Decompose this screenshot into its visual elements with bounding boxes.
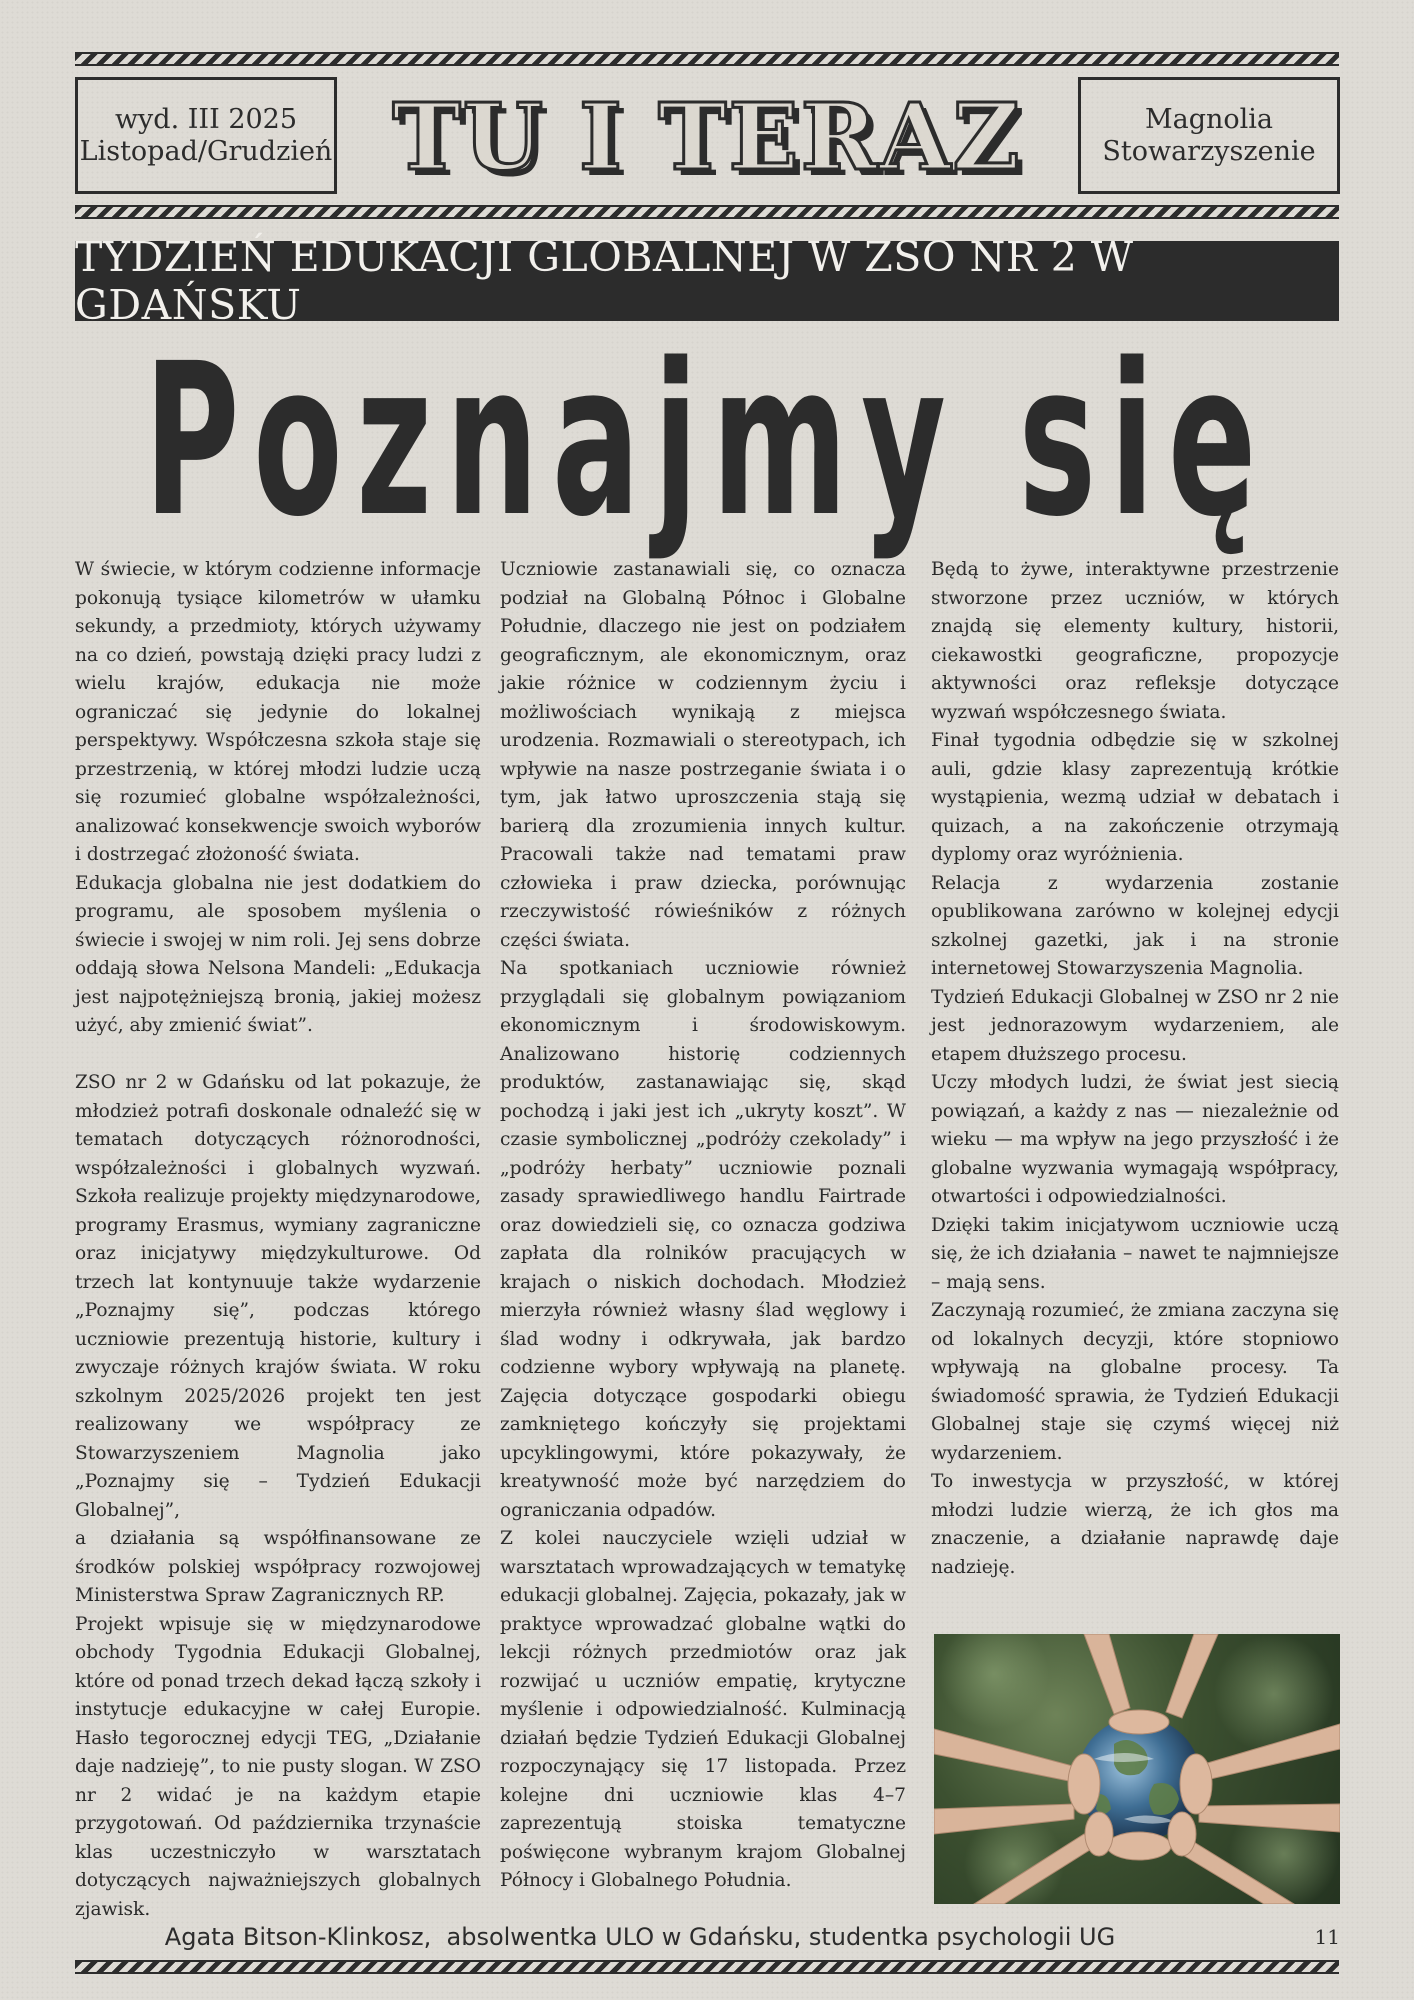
masthead-title: TU I TERAZ xyxy=(392,83,1022,191)
article-column-2 xyxy=(500,556,906,1896)
article-column-1 xyxy=(75,556,481,1924)
paragraph: Tydzień Edukacji Globalnej w ZSO nr 2 nie jest jednorazowym wydarzeniem, ale etapem dłuższego procesu. xyxy=(931,986,1339,1065)
bottom-rule xyxy=(75,1960,1339,1974)
paragraph: Na spotkaniach uczniowie również przyglądali się globalnym powiązaniom ekonomicznym i środowiskowym. Analizowano historię codziennych produktów, zastanawiając się, skąd pochodzą i jaki jest ich „ukryty koszt”. W czasie symbolicznej „podróży czekolady” i „podróży herbaty” uczniowie poznali zasady sprawiedliwego handlu Fairtrade oraz dowiedzieli się, co oznacza godziwa zapłata dla rolników pracujących w krajach o niskich dochodach. Młodzież mierzyła również własny ślad węglowy i ślad wodny i odkrywała, jak bardzo codzienne wybory wpływają na planetę. Zajęcia dotyczące gospodarki obiegu zamkniętego kończyły się projektami upcyklingowymi, które pokazywały, że kreatywność może być narzędziem do ograniczania odpadów. xyxy=(500,958,906,1521)
page-number: 11 xyxy=(1314,1925,1340,1949)
hands-holding-globe-photo xyxy=(934,1634,1340,1904)
author-credit: Agata Bitson-Klinkosz, absolwentka ULO w Gdańsku, studentka psychologii UG xyxy=(164,1923,1116,1951)
paragraph: To inwestycja w przyszłość, w której młodzi ludzie wierzą, że ich głos ma znaczenie, a działanie naprawdę daje nadzieję. xyxy=(931,1471,1339,1578)
paragraph: Projekt wpisuje się w międzynarodowe obchody Tygodnia Edukacji Globalnej, które od ponad trzech dekad łączą szkoły i instytucje edukacyjne w całej Europie. Hasło tegorocznej edycji TEG, „Działanie daje nadzieję”, to nie pusty slogan. W ZSO nr 2 widać je na każdym etapie przygotowań. Od października trzynaście klas uczestniczyło w warsztatach dotyczących najważniejszych globalnych zjawisk. xyxy=(75,1613,481,1920)
paragraph: a działania są współfinansowane ze środków polskiej współpracy rozwojowej Ministerstwa Spraw Zagranicznych RP. xyxy=(75,1528,481,1606)
issue-box xyxy=(75,77,337,194)
paragraph: Z kolei nauczyciele wzięli udział w warsztatach wprowadzających w tematykę edukacji globalnej. Zajęcia, pokazały, jak w praktyce wprowadzać globalne wątki do lekcji różnych przedmiotów oraz jak rozwijać u uczniów empatię, krytyczne myślenie i odpowiedzialność. Kulminacją działań będzie Tydzień Edukacji Globalnej rozpoczynający się 17 listopada. Przez kolejne dni uczniowie klas 4–7 zaprezentują stoiska tematyczne poświęcone wybranym krajom Globalnej Północy i Globalnego Południa. xyxy=(500,1528,907,1891)
publisher-type: Stowarzyszenie xyxy=(1102,135,1316,167)
paragraph: Dzięki takim inicjatywom uczniowie uczą się, że ich działania – nawet te najmniejsze – mają sens. xyxy=(931,1214,1339,1293)
paragraph: Relacja z wydarzenia zostanie opublikowana zarówno w kolejnej edycji szkolnej gazetki, jak i na stronie internetowej Stowarzyszenia Magnolia. xyxy=(931,872,1339,979)
top-rule-lower xyxy=(75,205,1339,219)
headline: Poznajmy się xyxy=(144,317,1270,563)
section-banner: TYDZIEŃ EDUKACJI GLOBALNEJ W ZSO NR 2 W GDAŃSKU xyxy=(75,241,1339,321)
article-column-3 xyxy=(931,556,1339,1582)
paragraph: Edukacja globalna nie jest dodatkiem do programu, ale sposobem myślenia o świecie i swojej w nim roli. Jej sens dobrze oddają słowa Nelsona Mandeli: „Edukacja jest najpotężniejszą bronią, jakiej możesz użyć, aby zmienić świat”. xyxy=(75,872,481,1036)
publisher-box xyxy=(1078,77,1340,194)
issue-date: Listopad/Grudzień xyxy=(79,135,333,167)
paragraph: Będą to żywe, interaktywne przestrzenie stworzone przez uczniów, w których znajdą się elementy kultury, historii, ciekawostki geograficzne, propozycje aktywności oraz refleksje dotyczące wyzwań współczesnego świata. xyxy=(931,559,1339,723)
top-rule-upper xyxy=(75,52,1339,66)
issue-number: wyd. III 2025 xyxy=(114,103,298,135)
paragraph: Finał tygodnia odbędzie się w szkolnej auli, gdzie klasy zaprezentują krótkie wystąpienia, wezmą udział w debatach i quizach, a na zakończenie otrzymają dyplomy oraz wyróżnienia. xyxy=(931,730,1339,865)
paragraph: Uczy młodych ludzi, że świat jest siecią powiązań, a każdy z nas — niezależnie od wieku — ma wpływ na jego przyszłość i że globalne wyzwania wymagają współpracy, otwartości i odpowiedzialności. xyxy=(931,1072,1339,1207)
paragraph: Uczniowie zastanawiali się, co oznacza podział na Globalną Północ i Globalne Południe, dlaczego nie jest on podziałem geograficznym, ale ekonomicznym, oraz jakie różnice w codziennym życiu i możliwościach wynikają z miejsca urodzenia. Rozmawiali o stereotypach, ich wpływie na nasze postrzeganie świata i o tym, jak łatwo uproszczenia stają się barierą dla zrozumienia innych kultur. Pracowali także nad tematami praw człowieka i praw dziecka, porównując rzeczywistość rówieśników z różnych części świata. xyxy=(500,559,906,951)
publisher-name: Magnolia xyxy=(1144,103,1274,135)
paragraph: W świecie, w którym codzienne informacje pokonują tysiące kilometrów w ułamku sekundy, a przedmioty, których używamy na co dzień, powstają dzięki pracy ludzi z wielu krajów, edukacja nie może ograniczać się jedynie do lokalnej perspektywy. Współczesna szkoła staje się przestrzenią, w której młodzi ludzie uczą się rozumieć globalne współzależności, analizować konsekwencje swoich wyborów i dostrzegać złożoność świata. xyxy=(75,559,481,865)
paragraph: Zaczynają rozumieć, że zmiana zaczyna się od lokalnych decyzji, które stopniowo wpływają na globalne procesy. Ta świadomość sprawia, że Tydzień Edukacji Globalnej staje się czymś więcej niż wydarzeniem. xyxy=(931,1300,1339,1464)
paragraph: ZSO nr 2 w Gdańsku od lat pokazuje, że młodzież potrafi doskonale odnaleźć się w tematach dotyczących różnorodności, współzależności i globalnych wyzwań. Szkoła realizuje projekty międzynarodowe, programy Erasmus, wymiany zagraniczne oraz inicjatywy międzykulturowe. Od trzech lat kontynuuje także wydarzenie „Poznajmy się”, podczas którego uczniowie prezentują historie, kultury i zwyczaje różnych krajów świata. W roku szkolnym 2025/2026 projekt ten jest realizowany we współpracy ze Stowarzyszeniem Magnolia jako „Poznajmy się – Tydzień Edukacji Globalnej”, xyxy=(75,1072,481,1521)
